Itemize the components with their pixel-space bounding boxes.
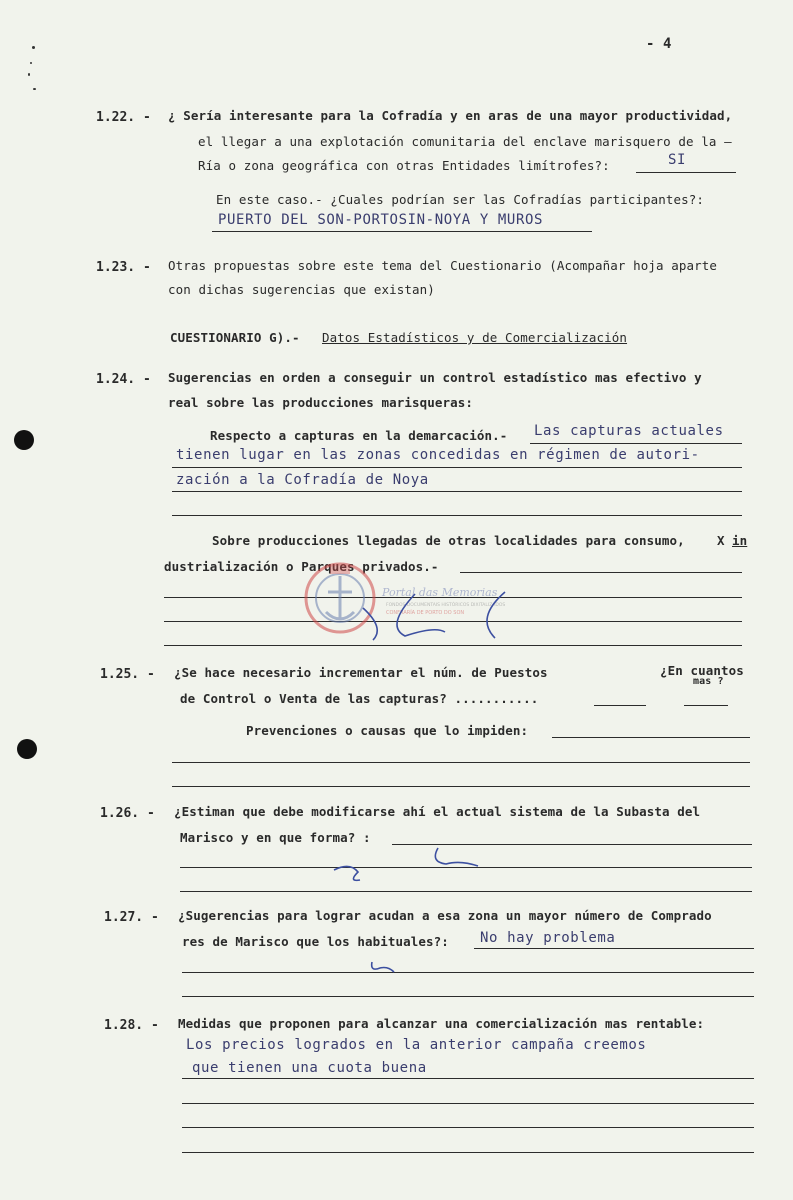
question-text: ¿Estiman que debe modificarse ahí el actual sistema de la Subasta del (174, 804, 701, 819)
question-number: 1.26. - (100, 806, 155, 821)
answer-line (182, 1152, 754, 1153)
answer-line (182, 1103, 754, 1104)
answer-text: zación a la Cofradía de Noya (176, 472, 429, 488)
punch-hole-bottom (17, 739, 37, 759)
question-text: Ría o zona geográfica con otras Entidades limítrofes?: (198, 158, 610, 173)
answer-line (552, 737, 750, 738)
ink-scribble-icon (330, 842, 500, 887)
answer-text: tienen lugar en las zonas concedidas en régimen de autori- (176, 447, 700, 463)
answer-line (182, 972, 754, 973)
question-text: ¿ Sería interesante para la Cofradía y en aras de una mayor productividad, (168, 108, 733, 123)
ink-scribble-icon (355, 588, 535, 648)
speck (33, 88, 36, 90)
question-text: el llegar a una explotación comunitaria del enclave marisquero de la — (198, 134, 732, 149)
answer-text: PUERTO DEL SON-PORTOSIN-NOYA Y MUROS (218, 212, 544, 228)
answer-line (182, 1078, 754, 1079)
answer-line (212, 231, 592, 232)
answer-line (460, 572, 742, 573)
question-text: res de Marisco que los habituales?: (182, 934, 449, 949)
page-number: - 4 (646, 36, 672, 52)
question-number: 1.24. - (96, 372, 151, 387)
answer-line (172, 467, 742, 468)
question-text: Medidas que proponen para alcanzar una comercialización mas rentable: (178, 1016, 705, 1031)
answer-line (172, 515, 742, 516)
answer-line (530, 443, 742, 444)
ink-scribble-icon (366, 958, 406, 978)
watermark-line: CONFRARÍA DE PORTO DO SON (386, 610, 465, 616)
section-label: CUESTIONARIO G).- (170, 330, 300, 345)
sub-question: Prevenciones o causas que lo impiden: (246, 723, 529, 738)
answer-line (172, 762, 750, 763)
answer-line (182, 1127, 754, 1128)
sub-question: En este caso.- ¿Cuales podrían ser las Cofradías participantes?: (216, 192, 705, 207)
punch-hole-top (14, 430, 34, 450)
sub-question: dustrialización o Parques privados.- (164, 559, 439, 574)
answer-line (636, 172, 736, 173)
section-title: Datos Estadísticos y de Comercialización (322, 330, 628, 345)
answer-line (180, 891, 752, 892)
question-number: 1.22. - (96, 110, 151, 125)
answer-text: Los precios logrados en la anterior campaña creemos (186, 1037, 647, 1053)
speck (32, 46, 35, 49)
speck (28, 73, 30, 76)
answer-text: SI (668, 152, 687, 168)
aside-text: ¿En cuantos (660, 663, 744, 678)
question-number: 1.23. - (96, 260, 151, 275)
question-text: de Control o Venta de las capturas? ........... (180, 691, 539, 706)
question-number: 1.27. - (104, 910, 159, 925)
typed-mark: X (717, 533, 725, 548)
answer-line (182, 996, 754, 997)
question-text: Sugerencias en orden a conseguir un control estadístico mas efectivo y (168, 370, 702, 385)
question-text: Marisco y en que forma? : (180, 830, 371, 845)
speck (30, 62, 32, 64)
watermark-line: FONDOS DOCUMENTAIS HISTÓRICOS DIXITALIZADOS (386, 603, 506, 608)
answer-line (172, 786, 750, 787)
question-text: ¿Se hace necesario incrementar el núm. de Puestos (174, 665, 548, 680)
answer-text: Las capturas actuales (534, 423, 724, 439)
sub-question: Sobre producciones llegadas de otras localidades para consumo, (212, 533, 685, 548)
question-number: 1.28. - (104, 1018, 159, 1033)
question-text: Otras propuestas sobre este tema del Cuestionario (Acompañar hoja aparte (168, 258, 718, 273)
answer-line (594, 705, 646, 706)
answer-text: que tienen una cuota buena (192, 1060, 427, 1076)
sub-question: in (732, 533, 748, 548)
answer-line (172, 491, 742, 492)
answer-line (474, 948, 754, 949)
answer-text: No hay problema (480, 930, 616, 946)
answer-line (684, 705, 728, 706)
question-text: ¿Sugerencias para lograr acudan a esa zona un mayor número de Comprado (178, 908, 712, 923)
watermark-title: Portal das Memorias (382, 586, 498, 599)
question-aside: mas ? (693, 676, 724, 687)
question-text: con dichas sugerencias que existan) (168, 282, 435, 297)
question-number: 1.25. - (100, 667, 155, 682)
question-text: real sobre las producciones marisqueras: (168, 395, 474, 410)
sub-question: Respecto a capturas en la demarcación.- (210, 428, 508, 443)
